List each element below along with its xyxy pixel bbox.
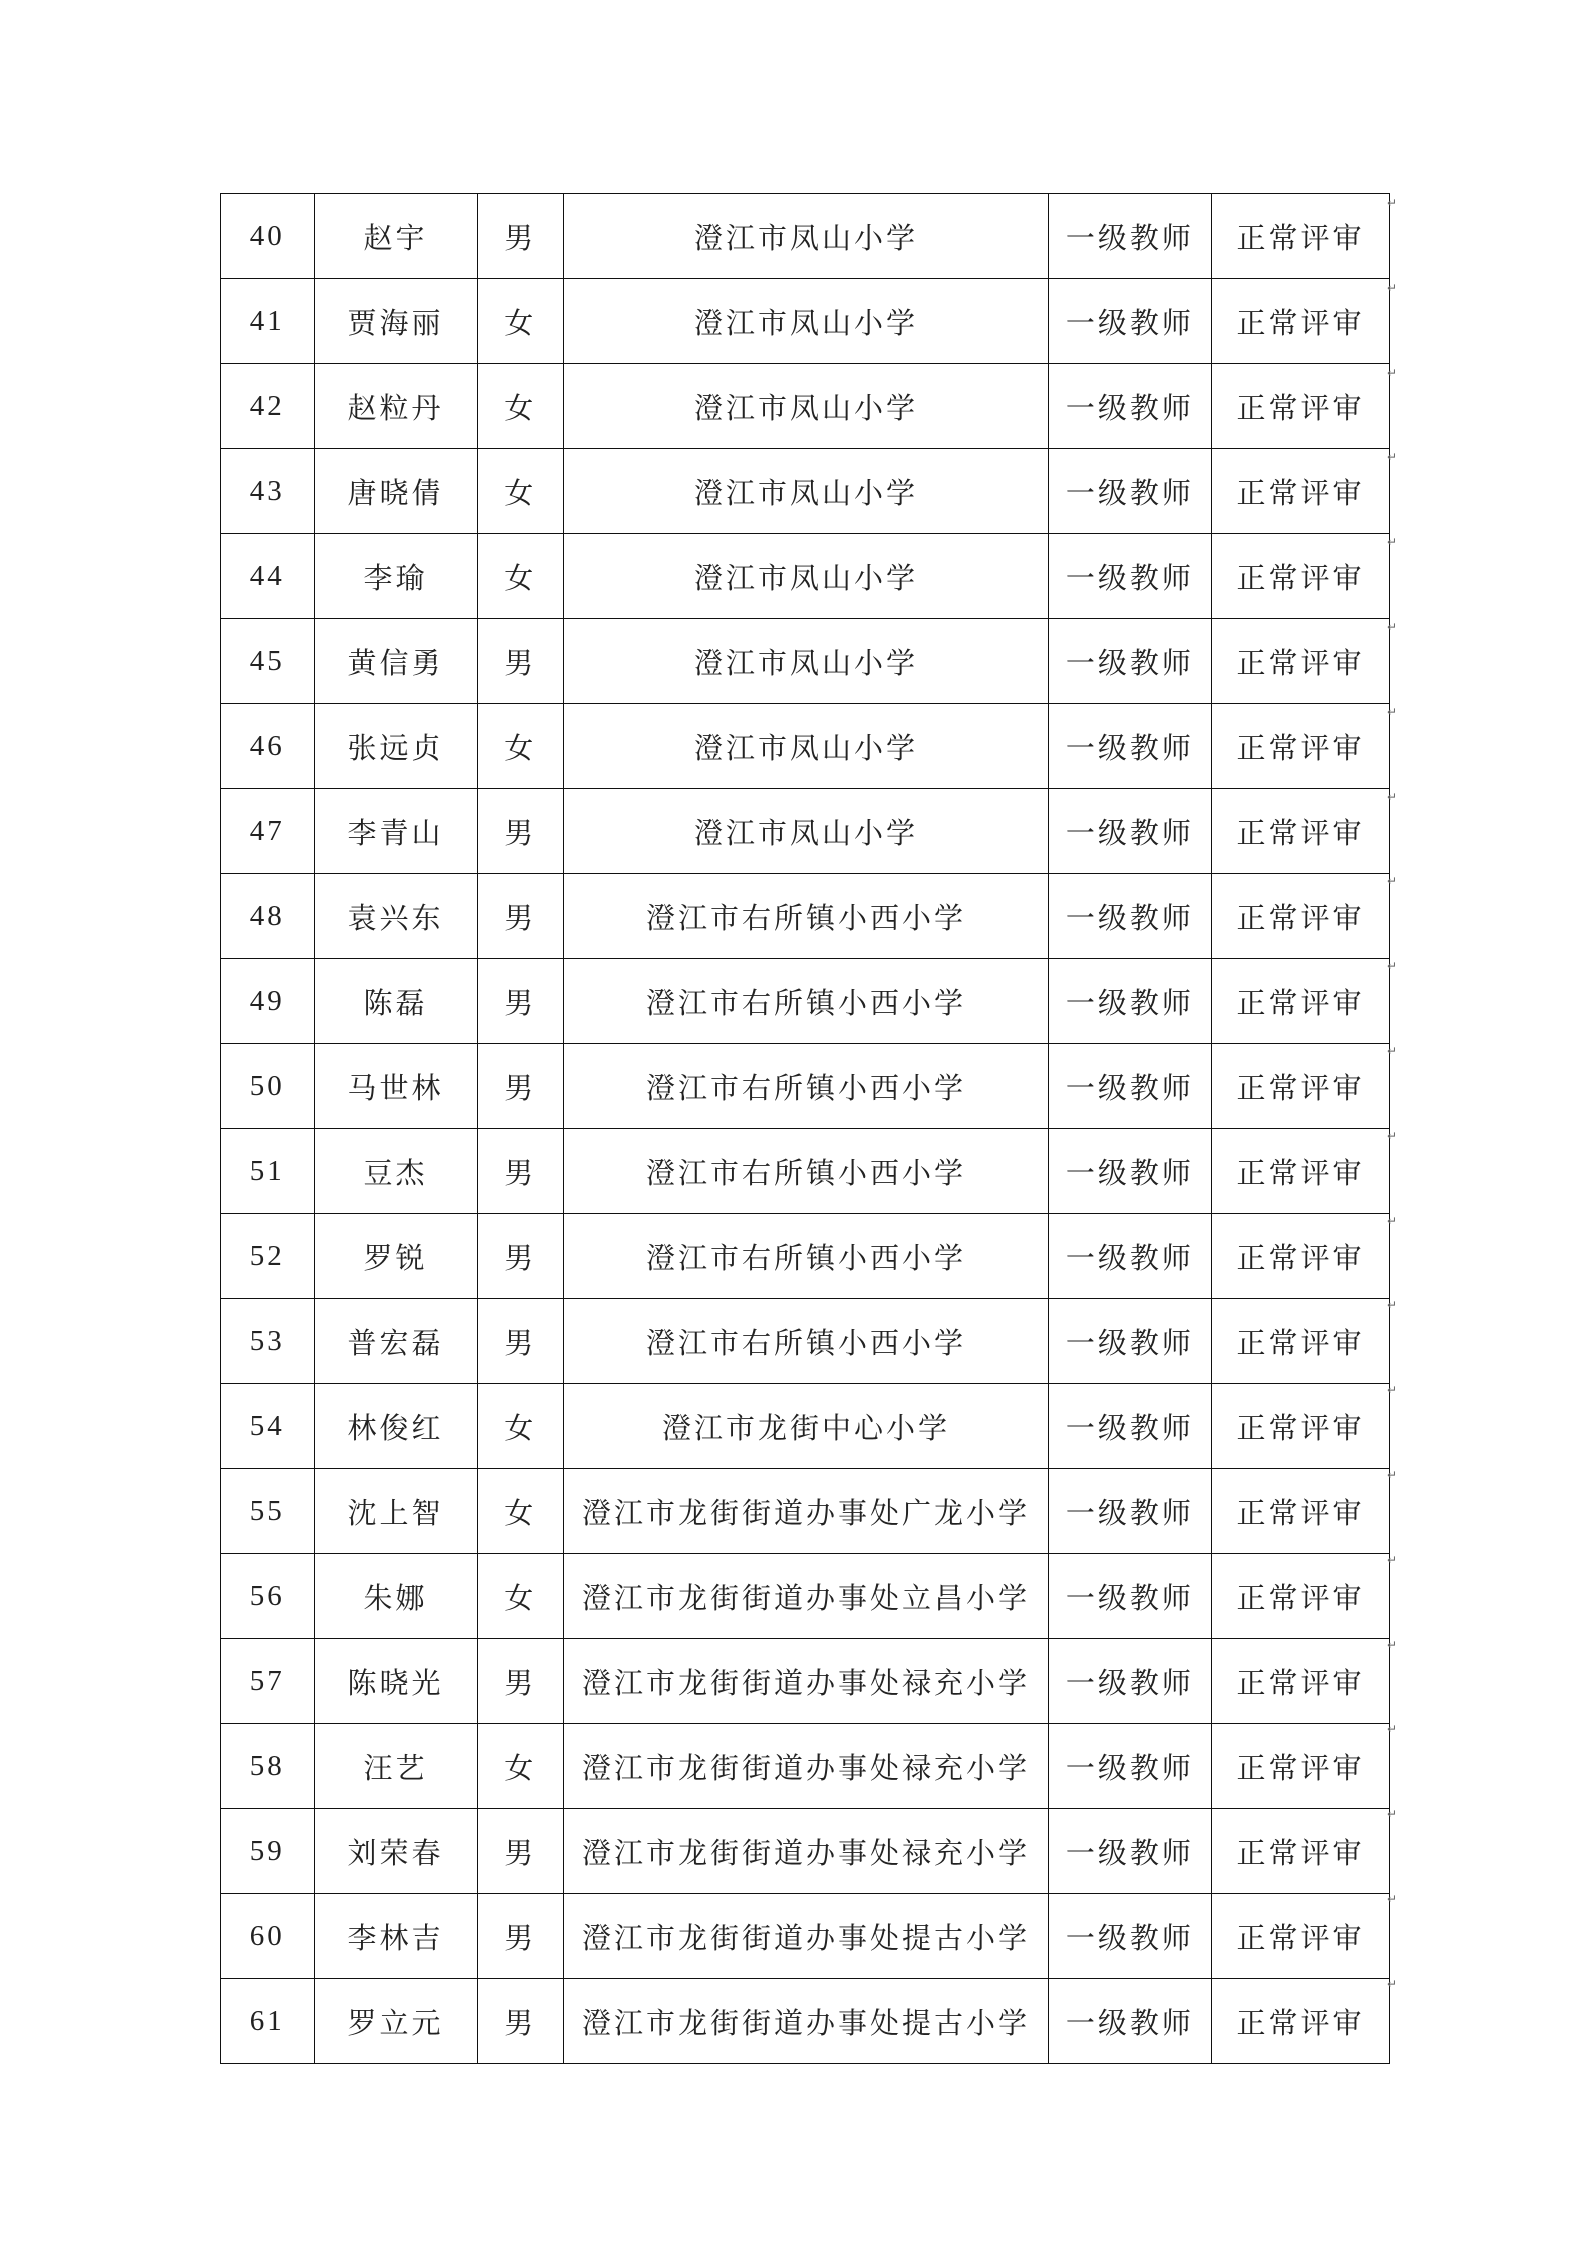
table-row xyxy=(221,1979,1390,2064)
school-name-cell: 澄江市龙街街道办事处广龙小学 xyxy=(564,1469,1049,1554)
row-number-cell: 41 xyxy=(221,279,315,364)
professional-title-cell: 一级教师 xyxy=(1048,1894,1211,1979)
row-end-mark-icon: ↵ xyxy=(1387,280,1398,295)
table-row xyxy=(221,789,1390,874)
review-type-cell: 正常评审 xyxy=(1211,1639,1389,1724)
school-name-cell: 澄江市右所镇小西小学 xyxy=(564,1214,1049,1299)
teacher-name-cell: 汪艺 xyxy=(314,1724,477,1809)
table-row xyxy=(221,704,1390,789)
review-type-cell: 正常评审 xyxy=(1211,364,1389,449)
teacher-name-cell: 赵粒丹 xyxy=(314,364,477,449)
school-name-cell: 澄江市龙街街道办事处禄充小学 xyxy=(564,1809,1049,1894)
table-row xyxy=(221,1809,1390,1894)
teacher-name-cell: 李瑜 xyxy=(314,534,477,619)
review-type-cell: 正常评审 xyxy=(1211,619,1389,704)
professional-title-cell: 一级教师 xyxy=(1048,874,1211,959)
row-number-cell: 50 xyxy=(221,1044,315,1129)
professional-title-cell: 一级教师 xyxy=(1048,1129,1211,1214)
row-end-mark-icon: ↵ xyxy=(1387,874,1398,889)
teacher-name-cell: 贾海丽 xyxy=(314,279,477,364)
school-name-cell: 澄江市右所镇小西小学 xyxy=(564,874,1049,959)
professional-title-cell: 一级教师 xyxy=(1048,1639,1211,1724)
review-type-cell: 正常评审 xyxy=(1211,1384,1389,1469)
teacher-name-cell: 李林吉 xyxy=(314,1894,477,1979)
teacher-name-cell: 袁兴东 xyxy=(314,874,477,959)
gender-cell: 男 xyxy=(477,1894,564,1979)
gender-cell: 女 xyxy=(477,534,564,619)
row-number-cell: 61 xyxy=(221,1979,315,2064)
school-name-cell: 澄江市右所镇小西小学 xyxy=(564,1299,1049,1384)
teacher-name-cell: 陈晓光 xyxy=(314,1639,477,1724)
row-end-mark-icon: ↵ xyxy=(1387,535,1398,550)
row-number-cell: 56 xyxy=(221,1554,315,1639)
professional-title-cell: 一级教师 xyxy=(1048,1214,1211,1299)
table-row xyxy=(221,1384,1390,1469)
review-type-cell: 正常评审 xyxy=(1211,959,1389,1044)
teacher-name-cell: 林俊红 xyxy=(314,1384,477,1469)
review-type-cell: 正常评审 xyxy=(1211,1129,1389,1214)
school-name-cell: 澄江市凤山小学 xyxy=(564,279,1049,364)
row-number-cell: 46 xyxy=(221,704,315,789)
school-name-cell: 澄江市右所镇小西小学 xyxy=(564,1129,1049,1214)
school-name-cell: 澄江市右所镇小西小学 xyxy=(564,959,1049,1044)
row-number-cell: 44 xyxy=(221,534,315,619)
table-row xyxy=(221,1724,1390,1809)
row-end-mark-icon: ↵ xyxy=(1387,1128,1398,1143)
gender-cell: 男 xyxy=(477,789,564,874)
gender-cell: 男 xyxy=(477,1979,564,2064)
gender-cell: 男 xyxy=(477,619,564,704)
professional-title-cell: 一级教师 xyxy=(1048,1469,1211,1554)
professional-title-cell: 一级教师 xyxy=(1048,959,1211,1044)
professional-title-cell: 一级教师 xyxy=(1048,1979,1211,2064)
professional-title-cell: 一级教师 xyxy=(1048,279,1211,364)
review-type-cell: 正常评审 xyxy=(1211,194,1389,279)
teacher-name-cell: 豆杰 xyxy=(314,1129,477,1214)
school-name-cell: 澄江市凤山小学 xyxy=(564,534,1049,619)
table-row xyxy=(221,1554,1390,1639)
teacher-name-cell: 黄信勇 xyxy=(314,619,477,704)
gender-cell: 女 xyxy=(477,1384,564,1469)
gender-cell: 女 xyxy=(477,449,564,534)
gender-cell: 男 xyxy=(477,874,564,959)
row-end-mark-icon: ↵ xyxy=(1387,196,1398,210)
gender-cell: 女 xyxy=(477,1554,564,1639)
table-row xyxy=(221,1469,1390,1554)
professional-title-cell: 一级教师 xyxy=(1048,704,1211,789)
row-number-cell: 57 xyxy=(221,1639,315,1724)
table-row xyxy=(221,619,1390,704)
school-name-cell: 澄江市凤山小学 xyxy=(564,789,1049,874)
row-end-mark-icon: ↵ xyxy=(1387,1213,1398,1228)
professional-title-cell: 一级教师 xyxy=(1048,1724,1211,1809)
table-row xyxy=(221,1894,1390,1979)
school-name-cell: 澄江市凤山小学 xyxy=(564,449,1049,534)
gender-cell: 男 xyxy=(477,1044,564,1129)
gender-cell: 女 xyxy=(477,1724,564,1809)
table-row xyxy=(221,194,1390,279)
row-number-cell: 49 xyxy=(221,959,315,1044)
row-end-mark-icon: ↵ xyxy=(1387,1722,1398,1737)
school-name-cell: 澄江市龙街街道办事处立昌小学 xyxy=(564,1554,1049,1639)
table-row xyxy=(221,1044,1390,1129)
gender-cell: 男 xyxy=(477,1214,564,1299)
table-row xyxy=(221,1639,1390,1724)
review-type-cell: 正常评审 xyxy=(1211,1214,1389,1299)
table-row xyxy=(221,1214,1390,1299)
teacher-name-cell: 刘荣春 xyxy=(314,1809,477,1894)
row-number-cell: 51 xyxy=(221,1129,315,1214)
teacher-name-cell: 罗立元 xyxy=(314,1979,477,2064)
row-number-cell: 54 xyxy=(221,1384,315,1469)
school-name-cell: 澄江市凤山小学 xyxy=(564,704,1049,789)
review-type-cell: 正常评审 xyxy=(1211,279,1389,364)
review-type-cell: 正常评审 xyxy=(1211,1469,1389,1554)
row-end-mark-icon: ↵ xyxy=(1387,1383,1398,1398)
row-number-cell: 55 xyxy=(221,1469,315,1554)
row-end-mark-icon: ↵ xyxy=(1387,620,1398,634)
row-number-cell: 40 xyxy=(221,194,315,279)
row-number-cell: 42 xyxy=(221,364,315,449)
review-type-cell: 正常评审 xyxy=(1211,874,1389,959)
review-type-cell: 正常评审 xyxy=(1211,1809,1389,1894)
row-number-cell: 48 xyxy=(221,874,315,959)
school-name-cell: 澄江市右所镇小西小学 xyxy=(564,1044,1049,1129)
professional-title-cell: 一级教师 xyxy=(1048,1044,1211,1129)
school-name-cell: 澄江市龙街街道办事处禄充小学 xyxy=(564,1724,1049,1809)
professional-title-cell: 一级教师 xyxy=(1048,789,1211,874)
review-type-cell: 正常评审 xyxy=(1211,1299,1389,1384)
teacher-name-cell: 朱娜 xyxy=(314,1554,477,1639)
teacher-roster-table xyxy=(220,193,1390,2064)
row-end-mark-icon: ↵ xyxy=(1387,1468,1398,1482)
table-row xyxy=(221,1299,1390,1384)
gender-cell: 男 xyxy=(477,1129,564,1214)
teacher-name-cell: 马世林 xyxy=(314,1044,477,1129)
gender-cell: 男 xyxy=(477,1299,564,1384)
row-end-mark-icon: ↵ xyxy=(1387,1976,1398,1991)
row-number-cell: 58 xyxy=(221,1724,315,1809)
roster-body xyxy=(221,194,1390,2064)
professional-title-cell: 一级教师 xyxy=(1048,194,1211,279)
row-end-mark-icon: ↵ xyxy=(1387,1298,1398,1313)
row-end-mark-icon: ↵ xyxy=(1387,365,1398,380)
review-type-cell: 正常评审 xyxy=(1211,1894,1389,1979)
school-name-cell: 澄江市凤山小学 xyxy=(564,619,1049,704)
professional-title-cell: 一级教师 xyxy=(1048,1384,1211,1469)
gender-cell: 男 xyxy=(477,194,564,279)
teacher-name-cell: 陈磊 xyxy=(314,959,477,1044)
table-row xyxy=(221,364,1390,449)
school-name-cell: 澄江市龙街街道办事处提古小学 xyxy=(564,1979,1049,2064)
table-row xyxy=(221,449,1390,534)
gender-cell: 男 xyxy=(477,1639,564,1724)
row-number-cell: 43 xyxy=(221,449,315,534)
table-row xyxy=(221,279,1390,364)
school-name-cell: 澄江市龙街街道办事处禄充小学 xyxy=(564,1639,1049,1724)
professional-title-cell: 一级教师 xyxy=(1048,534,1211,619)
gender-cell: 女 xyxy=(477,364,564,449)
review-type-cell: 正常评审 xyxy=(1211,1724,1389,1809)
gender-cell: 女 xyxy=(477,1469,564,1554)
professional-title-cell: 一级教师 xyxy=(1048,619,1211,704)
gender-cell: 男 xyxy=(477,959,564,1044)
professional-title-cell: 一级教师 xyxy=(1048,1809,1211,1894)
row-end-mark-icon: ↵ xyxy=(1387,1892,1398,1906)
row-end-mark-icon: ↵ xyxy=(1387,789,1398,804)
review-type-cell: 正常评审 xyxy=(1211,1554,1389,1639)
teacher-name-cell: 普宏磊 xyxy=(314,1299,477,1384)
row-number-cell: 47 xyxy=(221,789,315,874)
professional-title-cell: 一级教师 xyxy=(1048,1554,1211,1639)
teacher-name-cell: 赵宇 xyxy=(314,194,477,279)
review-type-cell: 正常评审 xyxy=(1211,1044,1389,1129)
school-name-cell: 澄江市凤山小学 xyxy=(564,194,1049,279)
table-row xyxy=(221,534,1390,619)
row-end-mark-icon: ↵ xyxy=(1387,1807,1398,1822)
row-number-cell: 60 xyxy=(221,1894,315,1979)
gender-cell: 女 xyxy=(477,704,564,789)
row-number-cell: 59 xyxy=(221,1809,315,1894)
gender-cell: 女 xyxy=(477,279,564,364)
row-end-mark-icon: ↵ xyxy=(1387,450,1398,465)
row-end-mark-icon: ↵ xyxy=(1387,704,1398,719)
row-number-cell: 45 xyxy=(221,619,315,704)
teacher-name-cell: 罗锐 xyxy=(314,1214,477,1299)
school-name-cell: 澄江市凤山小学 xyxy=(564,364,1049,449)
teacher-name-cell: 李青山 xyxy=(314,789,477,874)
professional-title-cell: 一级教师 xyxy=(1048,1299,1211,1384)
table-row xyxy=(221,959,1390,1044)
school-name-cell: 澄江市龙街街道办事处提古小学 xyxy=(564,1894,1049,1979)
teacher-name-cell: 唐晓倩 xyxy=(314,449,477,534)
professional-title-cell: 一级教师 xyxy=(1048,449,1211,534)
professional-title-cell: 一级教师 xyxy=(1048,364,1211,449)
review-type-cell: 正常评审 xyxy=(1211,704,1389,789)
row-end-mark-icon: ↵ xyxy=(1387,1552,1398,1567)
table-row xyxy=(221,874,1390,959)
review-type-cell: 正常评审 xyxy=(1211,789,1389,874)
row-end-mark-icon: ↵ xyxy=(1387,1637,1398,1652)
row-number-cell: 53 xyxy=(221,1299,315,1384)
row-end-mark-icon: ↵ xyxy=(1387,959,1398,974)
school-name-cell: 澄江市龙街中心小学 xyxy=(564,1384,1049,1469)
teacher-name-cell: 张远贞 xyxy=(314,704,477,789)
review-type-cell: 正常评审 xyxy=(1211,534,1389,619)
gender-cell: 男 xyxy=(477,1809,564,1894)
review-type-cell: 正常评审 xyxy=(1211,449,1389,534)
review-type-cell: 正常评审 xyxy=(1211,1979,1389,2064)
teacher-name-cell: 沈上智 xyxy=(314,1469,477,1554)
row-end-mark-icon: ↵ xyxy=(1387,1044,1398,1058)
table-row xyxy=(221,1129,1390,1214)
row-number-cell: 52 xyxy=(221,1214,315,1299)
